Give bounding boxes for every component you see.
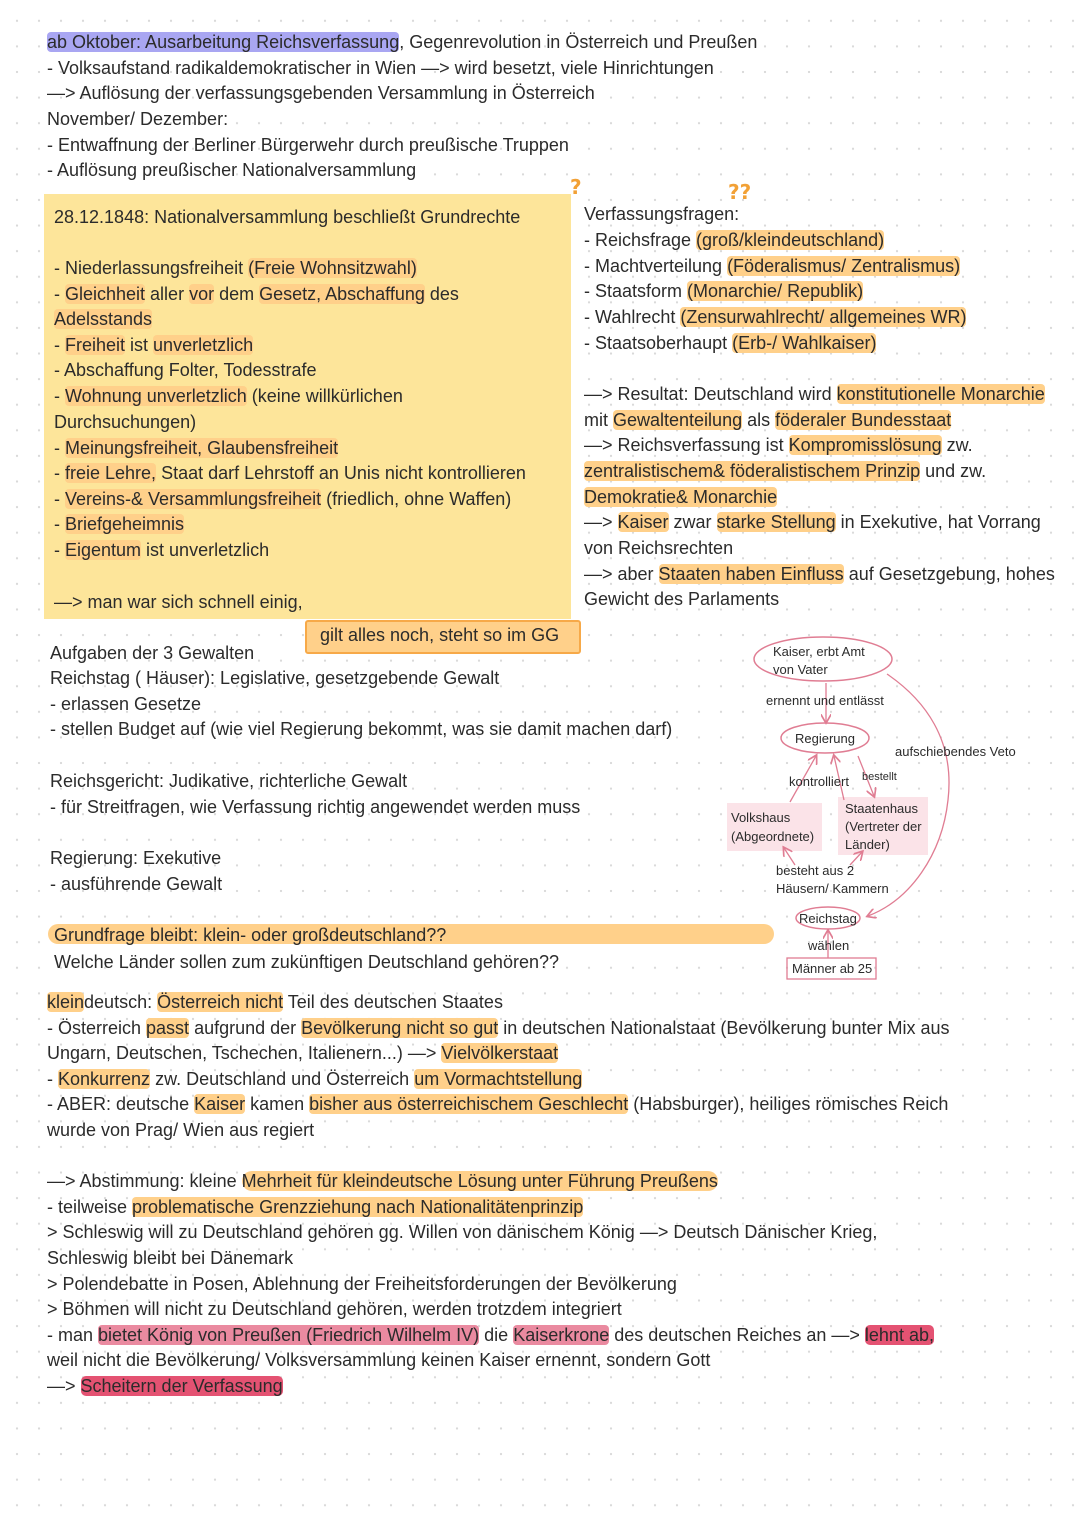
text-segment: aufgrund der — [189, 1018, 302, 1038]
text-segment: klein — [47, 992, 85, 1012]
text-segment: - — [54, 540, 65, 560]
text-segment: zw. — [941, 435, 973, 455]
text-segment: Gleichheit — [65, 284, 146, 304]
text-segment: lehnt ab, — [864, 1325, 934, 1345]
gewalten-line: - ausführende Gewalt — [50, 874, 223, 894]
gg-note-text: gilt alles noch, steht so im GG — [320, 625, 560, 645]
text-segment: kamen — [245, 1094, 310, 1114]
abstimmung-line — [47, 1169, 718, 1193]
text-segment: (friedlich, ohne Waffen) — [321, 489, 512, 509]
grundrecht-item: - Abschaffung Folter, Todesstrafe — [54, 360, 317, 380]
abstimmung-line — [47, 1195, 583, 1219]
text-segment: - Reichsfrage — [584, 230, 697, 250]
text-segment: —> Abstimmung: kleine — [47, 1171, 242, 1191]
text-segment: - Machtverteilung — [584, 256, 728, 276]
text-segment: ist — [125, 335, 154, 355]
text-segment: - — [54, 438, 65, 458]
diagram-label: (Abgeordnete) — [731, 829, 815, 844]
gewalten-line: - für Streitfragen, wie Verfassung richtig angewendet werden muss — [50, 797, 581, 817]
diagram-label: ernennt und entlässt — [766, 693, 884, 708]
gewalten-line: - stellen Budget auf (wie viel Regierung bekommt, was sie damit machen darf) — [50, 719, 673, 739]
text-segment: - Wahlrecht — [584, 307, 681, 327]
text-segment: Mehrheit für kleindeutsche Lösung unter Führung Preußens — [241, 1171, 718, 1191]
text-segment: zentralistischem& föderalistischem Prinzip — [584, 461, 921, 481]
diagram-label: wählen — [808, 938, 850, 953]
text-segment: - — [54, 284, 65, 304]
text-segment: - Staatsform — [584, 281, 688, 301]
diagram-label: (Vertreter der — [845, 819, 922, 834]
text-segment: konstitutionelle Monarchie — [836, 384, 1045, 404]
abstimmung-line: > Schleswig will zu Deutschland gehören gg. Willen von dänischem König —> Deutsch Dänischer Krieg, — [47, 1222, 878, 1242]
text-segment: - ABER: deutsche — [47, 1094, 195, 1114]
text-segment: zwar — [668, 512, 717, 532]
text-segment: Ungarn, Deutschen, Tschechen, Italienern...) —> — [47, 1043, 442, 1063]
text-segment: Meinungsfreiheit, Glaubensfreiheit — [65, 438, 339, 458]
text-segment: passt — [146, 1018, 190, 1038]
text-segment: starke Stellung — [716, 512, 836, 532]
text-segment: des deutschen Reiches an —> — [609, 1325, 865, 1345]
abstimmung-line: weil nicht die Bevölkerung/ Volksversammlung keinen Kaiser ernennt, sondern Gott — [47, 1350, 711, 1370]
text-segment: Konkurrenz — [58, 1069, 151, 1089]
kleindeutsch-line — [47, 1092, 948, 1116]
text-segment: (Monarchie/ Republik) — [687, 281, 864, 301]
text-segment: (Föderalismus/ Zentralismus) — [727, 256, 961, 276]
text-segment: (Freie Wohnsitzwahl) — [248, 258, 417, 278]
text-segment: ist unverletzlich — [141, 540, 270, 560]
kleindeutsch-line — [47, 990, 503, 1014]
text-segment: - Niederlassungsfreiheit — [54, 258, 249, 278]
text-segment: —> — [584, 512, 618, 532]
text-segment: - — [47, 1069, 58, 1089]
resultat-line: Gewicht des Parlaments — [584, 589, 780, 609]
grundrechte-conclusion: —> man war sich schnell einig, — [54, 592, 303, 612]
text-segment: Teil des deutschen Staates — [283, 992, 503, 1012]
text-segment: um Vormachtstellung — [414, 1069, 583, 1089]
text-segment: - Staatsoberhaupt — [584, 333, 733, 353]
diagram-label: Staatenhaus — [845, 801, 919, 816]
text-segment: Briefgeheimnis — [65, 514, 185, 534]
text-segment: dem — [214, 284, 260, 304]
text-segment: als — [742, 410, 776, 430]
gewalten-line: Reichsgericht: Judikative, richterliche Gewalt — [50, 771, 408, 791]
note-line: November/ Dezember: — [47, 109, 229, 129]
text-segment: - — [54, 386, 65, 406]
text-segment: Österreich nicht — [157, 992, 284, 1012]
text-segment: deutsch: — [84, 992, 158, 1012]
text-segment: (groß/kleindeutschland) — [696, 230, 885, 250]
text-segment: (Erb-/ Wahlkaiser) — [732, 333, 877, 353]
diagram-label: besteht aus 2 — [776, 863, 855, 878]
text-segment: ab Oktober: Ausarbeitung Reichsverfassung — [47, 32, 400, 52]
grundfrage-line: Welche Länder sollen zum zukünftigen Deutschland gehören?? — [54, 952, 559, 972]
text-segment: Kompromisslösung — [788, 435, 942, 455]
question-marks: ?? — [728, 180, 752, 204]
text-segment: föderaler Bundesstaat — [775, 410, 952, 430]
text-segment: Vielvölkerstaat — [441, 1043, 559, 1063]
text-segment: zw. Deutschland und Österreich — [150, 1069, 415, 1089]
text-segment: und zw. — [920, 461, 987, 481]
text-segment: vor — [189, 284, 215, 304]
text-segment: die — [479, 1325, 514, 1345]
text-segment: unverletzlich — [153, 335, 254, 355]
text-segment: Scheitern der Verfassung — [80, 1376, 283, 1396]
text-segment: —> aber — [584, 564, 659, 584]
gewalten-line: - erlassen Gesetze — [50, 694, 202, 714]
text-segment: - — [54, 463, 65, 483]
text-segment: des — [424, 284, 459, 304]
text-segment: Demokratie& Monarchie — [584, 487, 778, 507]
diagram-label: Länder) — [845, 837, 890, 852]
text-segment: —> Reichsverfassung ist — [584, 435, 789, 455]
text-segment: Eigentum — [65, 540, 142, 560]
diagram-label: bestellt — [862, 771, 897, 783]
abstimmung-line — [47, 1323, 934, 1347]
diagram-label: Regierung — [795, 731, 855, 746]
text-segment: bietet König von Preußen (Friedrich Wilhelm IV) — [98, 1325, 480, 1345]
gewalten-title: Aufgaben der 3 Gewalten — [50, 643, 255, 663]
text-segment: Freiheit — [65, 335, 126, 355]
text-segment: in deutschen Nationalstaat (Bevölkerung bunter Mix aus — [498, 1018, 950, 1038]
text-segment: - — [54, 514, 65, 534]
gewalten-line: Regierung: Exekutive — [50, 848, 222, 868]
text-segment: auf Gesetzgebung, hohes — [843, 564, 1055, 584]
diagram-label: von Vater — [773, 662, 828, 677]
diagram-label: Reichstag — [799, 911, 857, 926]
text-segment: Kaiser — [194, 1094, 246, 1114]
abstimmung-line: > Polendebatte in Posen, Ablehnung der Freiheitsforderungen der Bevölkerung — [47, 1274, 677, 1294]
grundfrage-line: Grundfrage bleibt: klein- oder großdeutschland?? — [54, 925, 447, 945]
text-segment: Wohnung unverletzlich — [65, 386, 247, 406]
text-segment: (Zensurwahlrecht/ allgemeines WR) — [680, 307, 967, 327]
text-segment: Kaiser — [617, 512, 669, 532]
diagram-label: Volkshaus — [731, 810, 791, 825]
diagram-label: Männer ab 25 — [792, 961, 873, 976]
question-mark: ? — [570, 175, 582, 199]
text-segment: Kaiserkrone — [513, 1325, 610, 1345]
kleindeutsch-line — [47, 1067, 582, 1091]
abstimmung-line — [47, 1374, 283, 1398]
text-segment: Vereins-& Versammlungsfreiheit — [65, 489, 322, 509]
grundrecht-item: Durchsuchungen) — [54, 412, 197, 432]
text-segment: Staat darf Lehrstoff an Unis nicht kontrollieren — [156, 463, 526, 483]
abstimmung-line: Schleswig bleibt bei Dänemark — [47, 1248, 294, 1268]
text-segment: in Exekutive, hat Vorrang — [835, 512, 1041, 532]
diagram-label: aufschiebendes Veto — [895, 744, 1016, 759]
kleindeutsch-line: wurde von Prag/ Wien aus regiert — [47, 1120, 315, 1140]
grundrechte-title: 28.12.1848: Nationalversammlung beschließt Grundrechte — [54, 207, 521, 227]
text-segment: - Österreich — [47, 1018, 147, 1038]
resultat-line: von Reichsrechten — [584, 538, 734, 558]
text-segment: mit — [584, 410, 613, 430]
kleindeutsch-line — [47, 1016, 950, 1040]
text-segment: - man — [47, 1325, 99, 1345]
note-line: - Volksaufstand radikaldemokratischer in Wien —> wird besetzt, viele Hinrichtungen — [47, 58, 714, 78]
diagram-label: Häusern/ Kammern — [776, 881, 889, 896]
note-line: - Auflösung preußischer Nationalversammlung — [47, 160, 417, 180]
abstimmung-line: > Böhmen will nicht zu Deutschland gehören, werden trotzdem integriert — [47, 1299, 622, 1319]
note-line: —> Auflösung der verfassungsgebenden Versammlung in Österreich — [47, 83, 595, 103]
text-segment: Adelsstands — [54, 309, 153, 329]
text-segment: bisher aus österreichischem Geschlecht — [309, 1094, 629, 1114]
text-segment: - — [54, 489, 65, 509]
text-segment: - teilweise — [47, 1197, 133, 1217]
gewalten-line: Reichstag ( Häuser): Legislative, gesetzgebende Gewalt — [50, 668, 500, 688]
note-line: - Entwaffnung der Berliner Bürgerwehr durch preußische Truppen — [47, 135, 569, 155]
text-segment: - — [54, 335, 65, 355]
text-segment: aller — [145, 284, 190, 304]
text-segment: Bevölkerung nicht so gut — [301, 1018, 499, 1038]
verfassungsfragen-title: Verfassungsfragen: — [584, 204, 740, 224]
text-segment: —> — [47, 1376, 81, 1396]
text-segment: problematische Grenzziehung nach Nationalitätenprinzip — [132, 1197, 584, 1217]
kleindeutsch-line — [47, 1041, 558, 1065]
text-segment: (Habsburger), heiliges römisches Reich — [628, 1094, 949, 1114]
text-segment: Staaten haben Einfluss — [658, 564, 844, 584]
text-segment: —> Resultat: Deutschland wird — [584, 384, 837, 404]
text-segment: Gesetz, Abschaffung — [259, 284, 425, 304]
text-segment: (keine willkürlichen — [246, 386, 403, 406]
text-segment: , Gegenrevolution in Österreich und Preußen — [399, 32, 758, 52]
text-segment: Gewaltenteilung — [613, 410, 743, 430]
diagram-label: Kaiser, erbt Amt — [773, 644, 865, 659]
text-segment: freie Lehre, — [65, 463, 157, 483]
diagram-label: kontrolliert — [789, 774, 849, 789]
